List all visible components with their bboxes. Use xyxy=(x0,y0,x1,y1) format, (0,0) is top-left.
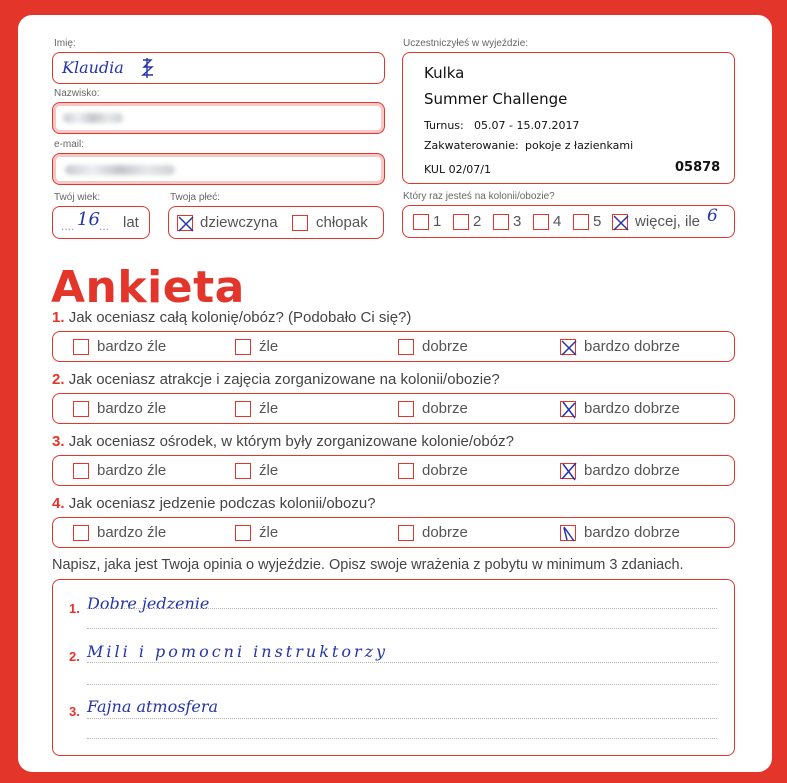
option-label: bardzo źle xyxy=(97,462,167,479)
q2-option-2-checkbox[interactable] xyxy=(235,401,251,417)
question-4 xyxy=(52,495,376,512)
question-text: Jak oceniasz ośrodek, w którym były zorganizowane kolonie/obóz? xyxy=(68,433,514,450)
survey-title: Ankieta xyxy=(51,262,245,313)
q1-option-2-checkbox[interactable] xyxy=(235,339,251,355)
check-mark-icon xyxy=(611,213,631,233)
opinion-line-2: Mili i pomocni instruktorzy xyxy=(87,642,389,661)
accommodation-value: pokoje z łazienkami xyxy=(525,139,634,152)
age-dots-right: ... xyxy=(99,219,110,233)
q4-option-1-checkbox[interactable] xyxy=(73,525,89,541)
times-2-label: 2 xyxy=(473,213,482,230)
survey-form xyxy=(18,15,772,772)
check-mark-icon xyxy=(559,338,579,358)
signature-scribble-icon xyxy=(139,57,157,79)
q1-option-3-checkbox[interactable] xyxy=(398,339,414,355)
times-4-checkbox[interactable] xyxy=(533,214,549,230)
camp-code: KUL 02/07/1 xyxy=(424,163,491,176)
q2-option-3-checkbox[interactable] xyxy=(398,401,414,417)
option-label: bardzo źle xyxy=(97,338,167,355)
name-label: Imię: xyxy=(54,38,76,49)
times-1-checkbox[interactable] xyxy=(413,214,429,230)
times-5-label: 5 xyxy=(593,213,602,230)
q3-option-3-checkbox[interactable] xyxy=(398,463,414,479)
times-more-value: 6 xyxy=(707,206,718,226)
name-field[interactable] xyxy=(52,52,385,84)
age-unit: lat xyxy=(123,214,139,231)
q1-option-1-checkbox[interactable] xyxy=(73,339,89,355)
writing-line xyxy=(87,662,717,663)
q4-option-2-checkbox[interactable] xyxy=(235,525,251,541)
option-label: źle xyxy=(259,462,279,479)
opinion-line-1: Dobre jedzenie xyxy=(87,594,210,613)
option-label: bardzo dobrze xyxy=(584,400,680,417)
redacted-surname xyxy=(63,113,123,123)
opinion-line-number: 3. xyxy=(69,704,80,719)
times-5-checkbox[interactable] xyxy=(573,214,589,230)
q2-option-4-checkbox[interactable] xyxy=(560,401,576,417)
question-number: 4. xyxy=(52,495,65,512)
writing-line xyxy=(87,718,717,719)
question-number: 2. xyxy=(52,371,65,388)
times-3-label: 3 xyxy=(513,213,522,230)
question-number: 3. xyxy=(52,433,65,450)
opinion-line-number: 2. xyxy=(69,649,80,664)
writing-line xyxy=(87,628,717,629)
option-label: źle xyxy=(259,524,279,541)
surname-field[interactable] xyxy=(52,102,385,134)
q3-option-1-checkbox[interactable] xyxy=(73,463,89,479)
turnus-value: 05.07 - 15.07.2017 xyxy=(474,119,580,132)
age-dots-left: .... xyxy=(61,219,75,233)
q2-option-1-checkbox[interactable] xyxy=(73,401,89,417)
times-4-label: 4 xyxy=(553,213,562,230)
camp-name: Kulka xyxy=(424,64,465,82)
turnus-label: Turnus: xyxy=(424,119,464,132)
email-label: e-mail: xyxy=(54,139,85,150)
question-text: Jak oceniasz jedzenie podczas kolonii/obozu? xyxy=(68,495,376,512)
opinion-prompt: Napisz, jaka jest Twoja opinia o wyjeździe. Opisz swoje wrażenia z pobytu w minimum 3 zdaniach. xyxy=(52,557,684,573)
answer-row-2 xyxy=(52,393,735,424)
opinion-line-3: Fajna atmosfera xyxy=(87,697,219,716)
option-label: bardzo źle xyxy=(97,400,167,417)
q4-option-4-checkbox[interactable] xyxy=(560,525,576,541)
option-label: dobrze xyxy=(422,524,468,541)
q1-option-4-checkbox[interactable] xyxy=(560,339,576,355)
times-3-checkbox[interactable] xyxy=(493,214,509,230)
question-text: Jak oceniasz całą kolonię/obóz? (Podobało Ci się?) xyxy=(68,309,412,326)
camp-label: Uczestniczyłeś w wyjeździe: xyxy=(403,38,529,49)
gender-option-boy: chłopak xyxy=(316,214,368,231)
option-label: źle xyxy=(259,400,279,417)
times-field xyxy=(402,205,735,238)
question-3 xyxy=(52,433,514,450)
gender-field xyxy=(168,206,384,239)
gender-label: Twoja płeć: xyxy=(170,192,221,203)
gender-boy-checkbox[interactable] xyxy=(292,215,308,231)
camp-number: 05878 xyxy=(675,160,721,175)
camp-info-box xyxy=(402,52,735,184)
times-more-label: więcej, ile xyxy=(635,213,701,230)
question-number: 1. xyxy=(52,309,65,326)
option-label: bardzo dobrze xyxy=(584,524,680,541)
option-label: bardzo dobrze xyxy=(584,462,680,479)
writing-line xyxy=(87,684,717,685)
option-label: bardzo źle xyxy=(97,524,167,541)
times-more-checkbox[interactable] xyxy=(612,214,628,230)
option-label: dobrze xyxy=(422,400,468,417)
check-mark-icon xyxy=(559,524,579,544)
opinion-box[interactable] xyxy=(52,579,735,756)
check-mark-icon xyxy=(559,400,579,420)
option-label: dobrze xyxy=(422,338,468,355)
option-label: źle xyxy=(259,338,279,355)
surname-label: Nazwisko: xyxy=(54,88,100,99)
question-1 xyxy=(52,309,411,326)
email-field[interactable] xyxy=(52,153,385,185)
writing-line xyxy=(87,738,717,739)
name-value: Klaudia xyxy=(62,58,124,77)
q3-option-4-checkbox[interactable] xyxy=(560,463,576,479)
gender-girl-checkbox[interactable] xyxy=(177,215,193,231)
redacted-email xyxy=(65,165,175,175)
option-label: dobrze xyxy=(422,462,468,479)
camp-program: Summer Challenge xyxy=(424,90,568,108)
times-label: Który raz jesteś na kolonii/obozie? xyxy=(403,191,555,202)
accommodation-label: Zakwaterowanie: xyxy=(424,139,519,152)
answer-row-1 xyxy=(52,331,735,362)
check-mark-icon xyxy=(176,214,196,234)
gender-option-girl: dziewczyna xyxy=(200,214,278,231)
q3-option-2-checkbox[interactable] xyxy=(235,463,251,479)
check-mark-icon xyxy=(559,462,579,482)
age-field[interactable] xyxy=(52,206,150,239)
answer-row-4 xyxy=(52,517,735,548)
q4-option-3-checkbox[interactable] xyxy=(398,525,414,541)
times-1-label: 1 xyxy=(433,213,442,230)
question-2 xyxy=(52,371,500,388)
age-label: Twój wiek: xyxy=(54,192,101,203)
opinion-line-number: 1. xyxy=(69,601,80,616)
option-label: bardzo dobrze xyxy=(584,338,680,355)
times-2-checkbox[interactable] xyxy=(453,214,469,230)
question-text: Jak oceniasz atrakcje i zajęcia zorganizowane na kolonii/obozie? xyxy=(68,371,500,388)
age-value: 16 xyxy=(77,209,100,230)
writing-line xyxy=(87,608,717,609)
answer-row-3 xyxy=(52,455,735,486)
